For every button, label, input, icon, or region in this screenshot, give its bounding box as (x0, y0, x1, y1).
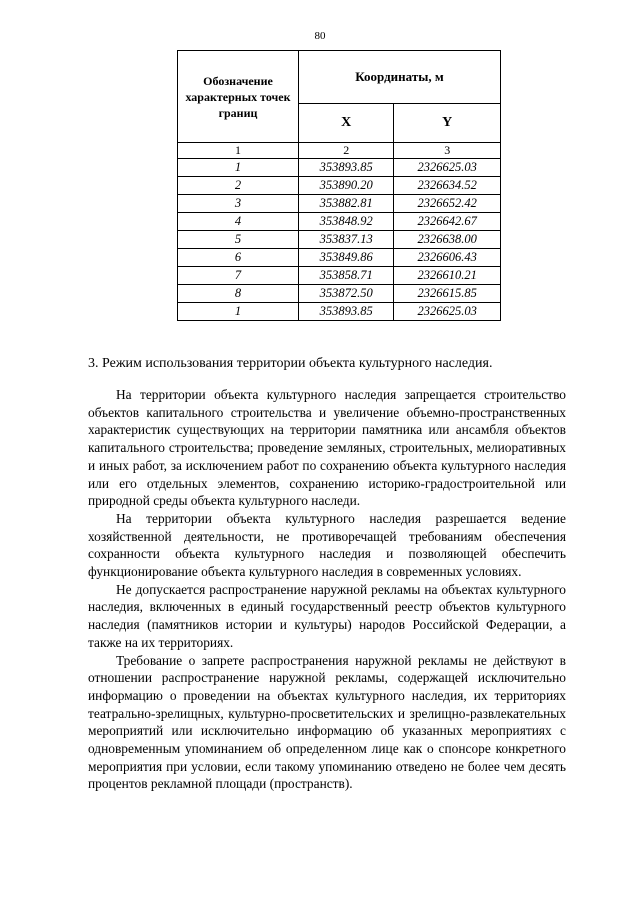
header-coordinates: Координаты, м (299, 51, 501, 104)
point-cell: 5 (178, 231, 299, 249)
y-cell: 2326615.85 (394, 285, 501, 303)
column-number-row (178, 143, 501, 159)
table-row (178, 267, 501, 285)
coordinates-table (177, 50, 501, 321)
point-cell: 1 (178, 159, 299, 177)
table-row (178, 213, 501, 231)
paragraph: Не допускается распространение наружной рекламы на объектах культурного наследия, включенных в единый государственный реестр объектов культурного наследия (памятников истории и культуры) народов Российской Федерации, а также на их территориях. (88, 581, 566, 650)
page-number: 80 (314, 30, 326, 42)
y-cell: 2326606.43 (394, 249, 501, 267)
header-x: X (299, 104, 394, 143)
y-cell: 2326625.03 (394, 303, 501, 321)
table-row (178, 159, 501, 177)
x-cell: 353872.50 (299, 285, 394, 303)
table-row (178, 231, 501, 249)
x-cell: 353893.85 (299, 303, 394, 321)
paragraph: На территории объекта культурного наследия запрещается строительство объектов капитального строительства и увеличение объемно-пространственных характеристик существующих на территории памятника или ансамбля объектов капитального строительства; проведение земляных, строительных, мелиоративных и иных работ, за исключением работ по сохранению объекта культурного наследия или его отдельных элементов, сохранению историко-градостроительной или природной среды объекта культурного наследи. (88, 387, 566, 509)
column-number: 2 (299, 143, 394, 159)
y-cell: 2326625.03 (394, 159, 501, 177)
table-row (178, 285, 501, 303)
table-row (178, 195, 501, 213)
section-body (88, 386, 566, 793)
y-cell: 2326638.00 (394, 231, 501, 249)
x-cell: 353848.92 (299, 213, 394, 231)
x-cell: 353882.81 (299, 195, 394, 213)
x-cell: 353837.13 (299, 231, 394, 249)
x-cell: 353893.85 (299, 159, 394, 177)
y-cell: 2326634.52 (394, 177, 501, 195)
point-cell: 4 (178, 213, 299, 231)
x-cell: 353890.20 (299, 177, 394, 195)
point-cell: 7 (178, 267, 299, 285)
header-boundary-points: Обозначение характерных точек границ (178, 51, 299, 143)
point-cell: 6 (178, 249, 299, 267)
point-cell: 2 (178, 177, 299, 195)
table-row (178, 249, 501, 267)
point-cell: 3 (178, 195, 299, 213)
paragraph: Требование о запрете распространения наружной рекламы не действуют в отношении распространение наружной рекламы, содержащей исключительно информацию о проведении на объектах культурного наследия, их территориях театрально-зрелищных, культурно-просветительских и зрелищно-развлекательных мероприятий или исключительно информацию об указанных мероприятиях с одновременным упоминанием об определенном лице как о спонсоре конкретного мероприятия при условии, если такому упоминанию отведено не более чем десять процентов рекламной площади (пространств). (88, 652, 566, 792)
column-number: 1 (178, 143, 299, 159)
table-row (178, 303, 501, 321)
y-cell: 2326652.42 (394, 195, 501, 213)
column-number: 3 (394, 143, 501, 159)
header-y: Y (394, 104, 501, 143)
y-cell: 2326642.67 (394, 213, 501, 231)
table-row (178, 177, 501, 195)
point-cell: 8 (178, 285, 299, 303)
y-cell: 2326610.21 (394, 267, 501, 285)
x-cell: 353858.71 (299, 267, 394, 285)
paragraph: На территории объекта культурного наследия разрешается ведение хозяйственной деятельности, не противоречащей требованиям обеспечения сохранности объекта культурного наследия и позволяющей обеспечить функционирование объекта культурного наследия в современных условиях. (88, 510, 566, 580)
point-cell: 1 (178, 303, 299, 321)
section-heading: 3. Режим использования территории объекта культурного наследия. (88, 356, 493, 371)
x-cell: 353849.86 (299, 249, 394, 267)
